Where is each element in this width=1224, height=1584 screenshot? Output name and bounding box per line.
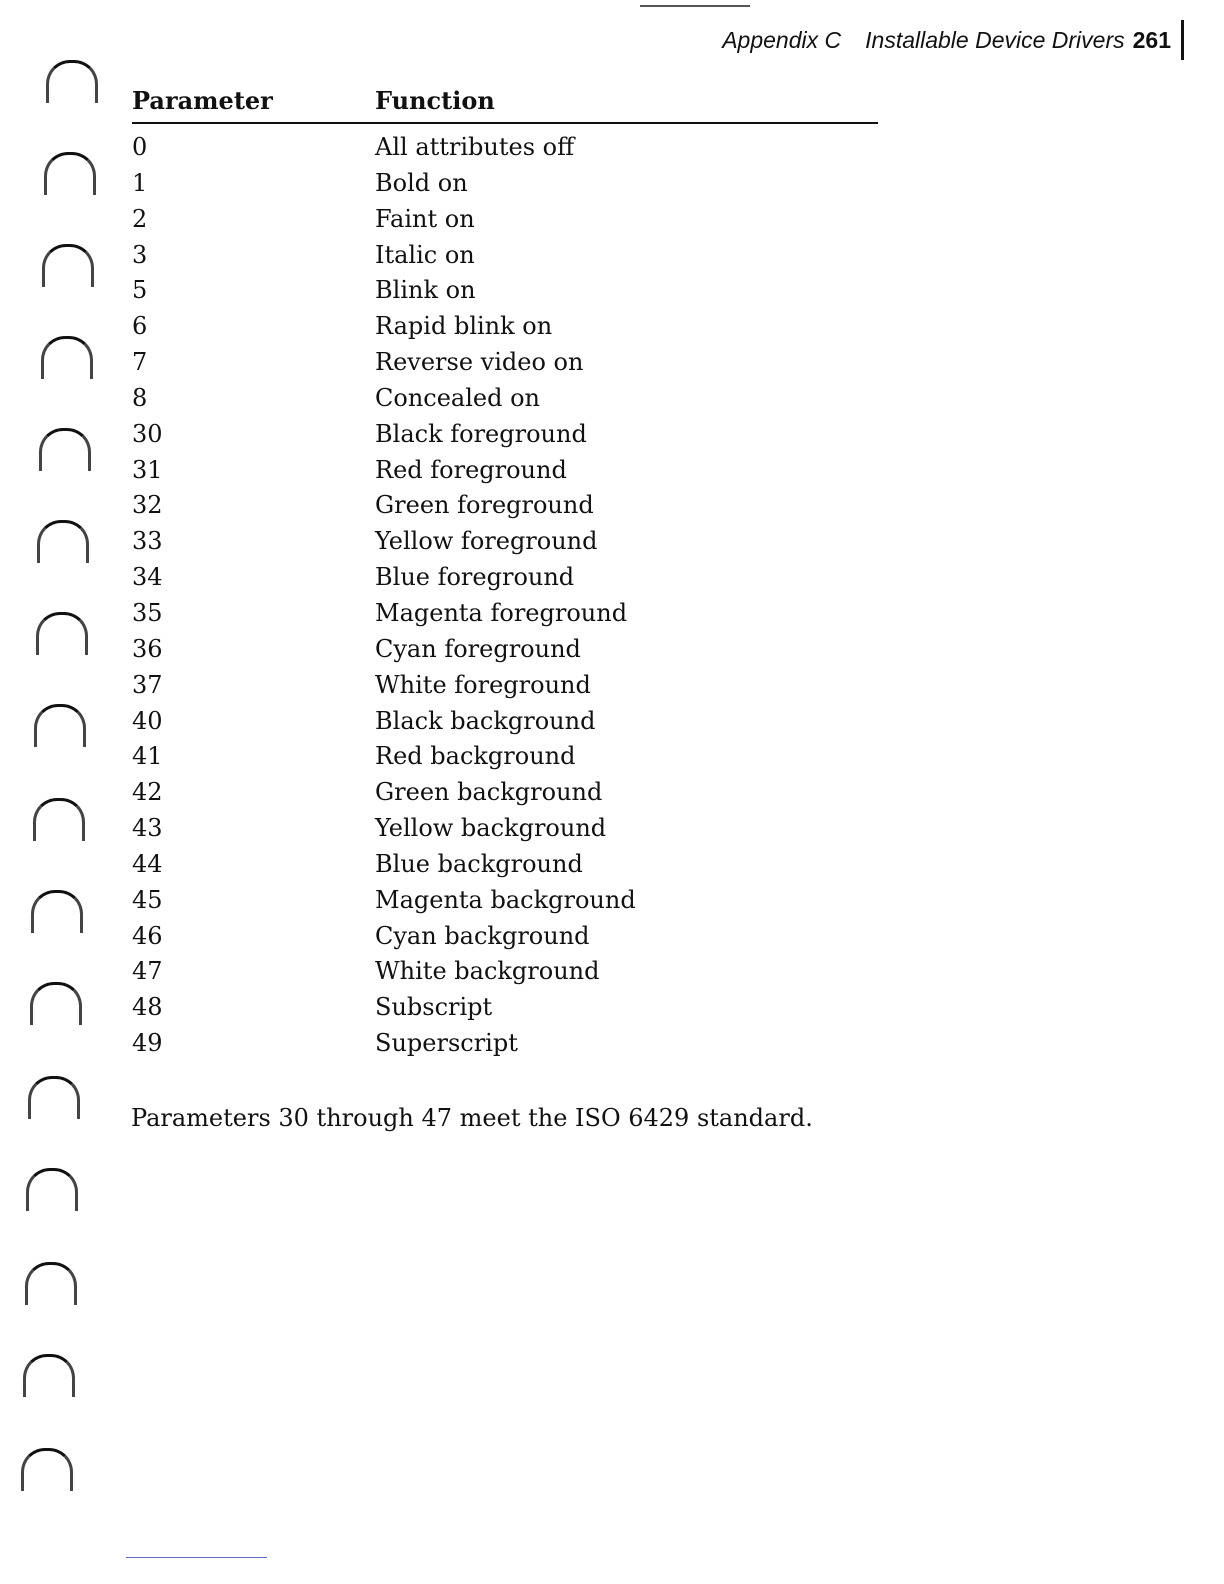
table-row xyxy=(132,166,878,202)
table-row xyxy=(132,990,878,1026)
table-row xyxy=(132,202,878,238)
function-cell: Blue foreground xyxy=(375,563,575,592)
parameter-cell: 34 xyxy=(132,563,163,592)
table-row xyxy=(132,488,878,524)
table-row xyxy=(132,596,878,632)
function-cell: Bold on xyxy=(375,168,468,197)
function-cell: Faint on xyxy=(375,204,475,233)
table-row xyxy=(132,668,878,704)
function-cell: Reverse video on xyxy=(375,348,584,377)
binder-hole xyxy=(31,890,83,933)
table-row xyxy=(132,775,878,811)
table-row xyxy=(132,381,878,417)
column-header-function: Function xyxy=(375,86,495,115)
parameter-cell: 41 xyxy=(132,742,163,771)
binder-hole xyxy=(26,1168,78,1211)
parameter-cell: 47 xyxy=(132,957,163,986)
function-cell: Magenta background xyxy=(375,885,636,914)
table-row xyxy=(132,524,878,560)
column-header-parameter: Parameter xyxy=(132,86,273,115)
function-cell: White foreground xyxy=(375,670,591,699)
function-cell: Red foreground xyxy=(375,455,567,484)
table-row xyxy=(132,560,878,596)
binder-hole xyxy=(30,982,82,1025)
function-cell: Black foreground xyxy=(375,419,587,448)
table-row xyxy=(132,238,878,274)
table-row xyxy=(132,811,878,847)
parameter-cell: 31 xyxy=(132,455,163,484)
binder-hole xyxy=(46,60,98,103)
parameter-cell: 46 xyxy=(132,921,163,950)
table-row xyxy=(132,345,878,381)
function-cell: White background xyxy=(375,957,600,986)
binder-holes xyxy=(0,0,110,1584)
parameter-cell: 1 xyxy=(132,168,148,197)
running-header xyxy=(722,20,1184,60)
table-row xyxy=(132,1026,878,1062)
parameter-cell: 33 xyxy=(132,527,163,556)
header-section-title: Installable Device Drivers xyxy=(865,26,1125,53)
binder-hole xyxy=(28,1076,80,1119)
parameter-cell: 49 xyxy=(132,1029,163,1058)
header-chapter: Appendix C xyxy=(722,26,842,53)
scan-artifact-line xyxy=(640,5,750,7)
function-cell: All attributes off xyxy=(375,133,575,161)
binder-hole xyxy=(33,798,85,841)
parameter-cell: 48 xyxy=(132,993,163,1022)
table-row xyxy=(132,273,878,309)
scan-artifact-line xyxy=(126,1557,267,1558)
function-cell: Green foreground xyxy=(375,491,594,520)
function-cell: Italic on xyxy=(375,240,475,269)
binder-hole xyxy=(25,1262,77,1305)
binder-hole xyxy=(36,612,88,655)
parameter-cell: 7 xyxy=(132,348,148,377)
binder-hole xyxy=(37,520,89,563)
table-row xyxy=(132,130,878,166)
parameter-cell: 3 xyxy=(132,240,148,269)
parameter-cell: 2 xyxy=(132,204,148,233)
table-row xyxy=(132,309,878,345)
function-cell: Blue background xyxy=(375,849,583,878)
header-rule xyxy=(1181,20,1184,60)
parameter-cell: 45 xyxy=(132,885,163,914)
function-cell: Superscript xyxy=(375,1029,518,1058)
binder-hole xyxy=(21,1448,73,1491)
function-cell: Cyan background xyxy=(375,921,590,950)
table-row xyxy=(132,453,878,489)
parameter-cell: 30 xyxy=(132,419,163,448)
table-header xyxy=(132,84,878,124)
standard-note: Parameters 30 through 47 meet the ISO 6429 standard. xyxy=(131,1104,813,1132)
table-row xyxy=(132,919,878,955)
function-cell: Subscript xyxy=(375,993,493,1022)
table-row xyxy=(132,704,878,740)
table-row xyxy=(132,417,878,453)
binder-hole xyxy=(39,428,91,471)
parameter-cell: 36 xyxy=(132,634,163,663)
function-cell: Yellow foreground xyxy=(375,527,598,556)
function-cell: Concealed on xyxy=(375,383,540,412)
parameter-cell: 8 xyxy=(132,383,148,412)
table-row xyxy=(132,847,878,883)
binder-hole xyxy=(44,152,96,195)
table-row xyxy=(132,883,878,919)
binder-hole xyxy=(34,704,86,747)
function-cell: Blink on xyxy=(375,276,476,305)
parameter-cell: 0 xyxy=(132,133,148,161)
parameter-cell: 35 xyxy=(132,598,163,627)
function-cell: Magenta foreground xyxy=(375,598,628,627)
parameter-cell: 5 xyxy=(132,276,148,305)
function-cell: Black background xyxy=(375,706,596,735)
binder-hole xyxy=(42,244,94,287)
parameter-cell: 40 xyxy=(132,706,163,735)
table-row xyxy=(132,954,878,990)
function-cell: Green background xyxy=(375,778,603,807)
parameter-cell: 44 xyxy=(132,849,163,878)
parameter-cell: 42 xyxy=(132,778,163,807)
table-row xyxy=(132,739,878,775)
parameter-table xyxy=(132,130,878,1062)
parameter-cell: 32 xyxy=(132,491,163,520)
page-number: 261 xyxy=(1132,26,1171,53)
parameter-cell: 43 xyxy=(132,814,163,843)
binder-hole xyxy=(23,1354,75,1397)
function-cell: Rapid blink on xyxy=(375,312,553,341)
function-cell: Cyan foreground xyxy=(375,634,581,663)
function-cell: Yellow background xyxy=(375,814,607,843)
table-row xyxy=(132,632,878,668)
parameter-cell: 37 xyxy=(132,670,163,699)
binder-hole xyxy=(41,336,93,379)
function-cell: Red background xyxy=(375,742,576,771)
parameter-cell: 6 xyxy=(132,312,148,341)
